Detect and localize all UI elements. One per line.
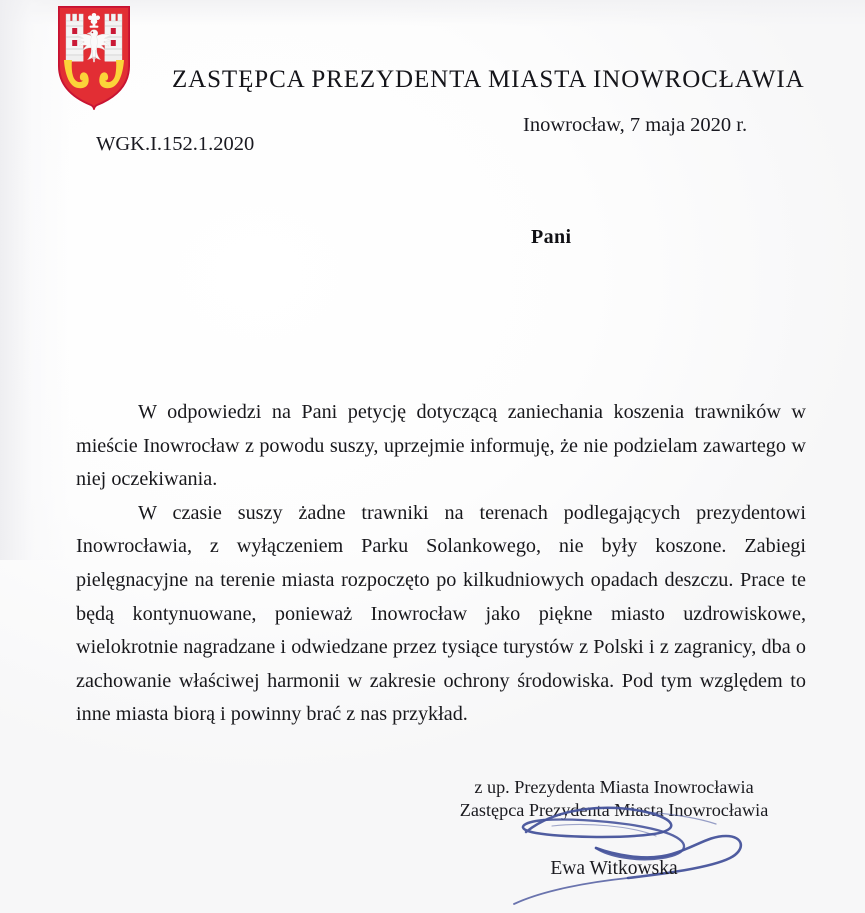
body-paragraph: W odpowiedzi na Pani petycję dotyczącą zaniechania koszenia trawników w mieście Inowrocław z powodu suszy, uprzejmie informuję, że nie podzielam zawartego w niej oczekiwania. (76, 401, 806, 491)
letterhead (0, 0, 865, 118)
recipient-address-redacted (531, 259, 781, 379)
recipient-salutation: Pani (531, 226, 572, 248)
letter-body (76, 396, 806, 732)
recipient-block (531, 226, 811, 379)
coat-of-arms-icon (56, 4, 132, 110)
reference-number: WGK.I.152.1.2020 (96, 133, 255, 155)
signer-name: Ewa Witkowska (550, 858, 678, 879)
signature-block (404, 776, 824, 822)
signature-authority-line: z up. Prezydenta Miasta Inowrocławia (474, 777, 754, 797)
page-title: ZASTĘPCA PREZYDENTA MIASTA INOWROCŁAWIA (172, 66, 805, 93)
body-paragraph: W czasie suszy żadne trawniki na terenach podlegających prezydentowi Inowrocławia, z wyłączeniem Parku Solankowego, nie były koszone. Zabiegi pielęgnacyjne na terenie miasta rozpoczęto po kilkudniowych opadach deszczu. Prace te będą kontynuowane, ponieważ Inowrocław jako piękne miasto uzdrowiskowe, wielokrotnie nagradzane i odwiedzane przez tysiące turystów z Polski i z zagranicy, dba o zachowanie właściwej harmonii w zakresie ochrony środowiska. Pod tym względem to inne miasta biorą i powinny brać z nas przykład. (76, 501, 806, 726)
place-and-date: Inowrocław, 7 maja 2020 r. (523, 114, 748, 136)
signature-position-line: Zastępca Prezydenta Miasta Inowrocławia (459, 800, 769, 820)
